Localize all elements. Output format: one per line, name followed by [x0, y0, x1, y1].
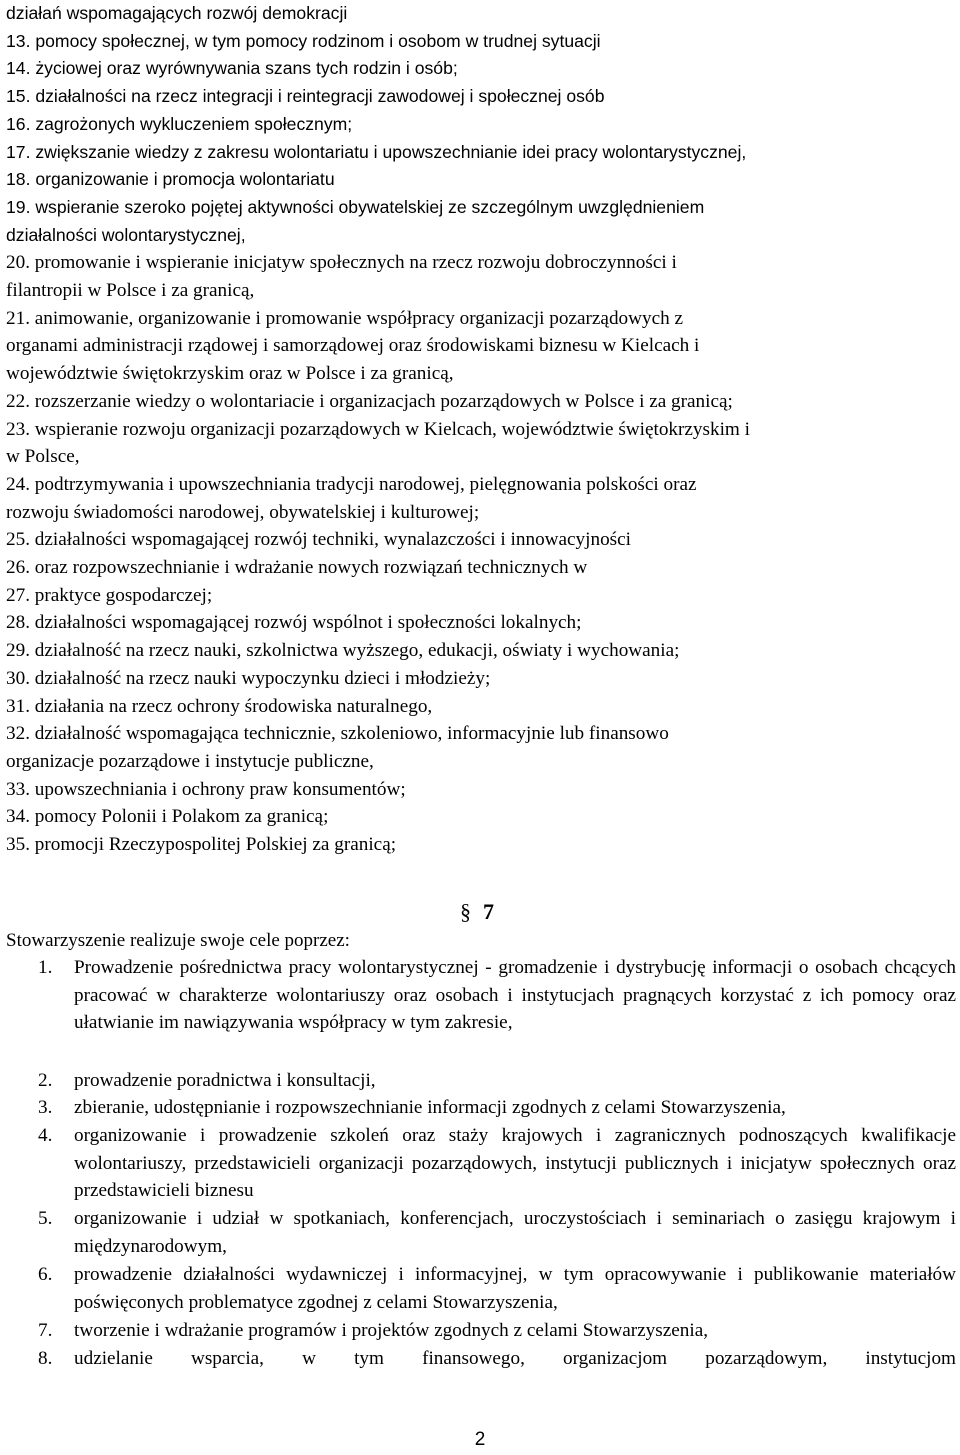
- means-item-text: organizowanie i prowadzenie szkoleń oraz staży krajowych i zagranicznych podnoszących kwalifikacje wolontariuszy, przedstawicieli organizacji pozarządowych, instytucji publicznych i inicjatyw społecznych oraz przedstawicieli biznesu: [74, 1125, 956, 1201]
- means-item: [6, 1122, 956, 1205]
- means-item-number: 4.: [38, 1125, 53, 1146]
- goal-line: 34. pomocy Polonii i Polakom za granicą;: [6, 806, 329, 828]
- means-item-number: 8.: [38, 1348, 53, 1369]
- goal-line: 14. życiowej oraz wyrównywania szans tych rodzin i osób;: [6, 58, 458, 79]
- goal-line: 31. działania na rzecz ochrony środowiska naturalnego,: [6, 695, 433, 717]
- means-item-text: prowadzenie działalności wydawniczej i informacyjnej, w tym opracowywanie i publikowanie materiałów poświęconych problematyce zgodnej z celami Stowarzyszenia,: [74, 1264, 956, 1313]
- goal-line: 27. praktyce gospodarczej;: [6, 584, 213, 606]
- page-number: 2: [474, 1429, 486, 1450]
- means-item: [6, 1345, 956, 1373]
- means-item-number: 7.: [38, 1320, 53, 1341]
- goal-line: 24. podtrzymywania i upowszechniania tradycji narodowej, pielęgnowania polskości oraz: [6, 473, 697, 495]
- goal-line: organami administracji rządowej i samorządowej oraz środowiskami biznesu w Kielcach i: [6, 335, 700, 357]
- means-item-text: tworzenie i wdrażanie programów i projektów zgodnych z celami Stowarzyszenia,: [74, 1320, 709, 1341]
- means-intro: Stowarzyszenie realizuje swoje cele poprzez:: [6, 930, 350, 951]
- means-item: [6, 1094, 956, 1122]
- goal-line: działań wspomagających rozwój demokracji: [6, 3, 348, 23]
- means-item: [6, 1205, 956, 1260]
- goal-line: 32. działalność wspomagająca technicznie, szkoleniowo, informacyjnie lub finansowo: [6, 723, 669, 745]
- goal-line: 28. działalności wspomagającej rozwój wspólnot i społeczności lokalnych;: [6, 612, 582, 634]
- goal-line: 25. działalności wspomagającej rozwój techniki, wynalazczości i innowacyjności: [6, 529, 631, 551]
- means-item: [6, 1067, 956, 1095]
- means-item-text: zbieranie, udostępnianie i rozpowszechnianie informacji zgodnych z celami Stowarzyszenia,: [74, 1097, 786, 1118]
- means-item: [6, 1261, 956, 1316]
- goal-line: działalności wolontarystycznej,: [6, 224, 246, 245]
- goal-line: 18. organizowanie i promocja wolontariatu: [6, 169, 335, 190]
- section-heading: [460, 898, 494, 928]
- means-item-text: organizowanie i udział w spotkaniach, konferencjach, uroczystościach i seminariach o zasięgu krajowym i międzynarodowym,: [74, 1208, 956, 1257]
- goal-line: 13. pomocy społecznej, w tym pomocy rodzinom i osobom w trudnej sytuacji: [6, 30, 601, 51]
- section-symbol: §: [460, 899, 471, 924]
- section-number: 7: [483, 899, 494, 924]
- goal-line: 17. zwiększanie wiedzy z zakresu wolontariatu i upowszechnianie idei pracy wolontarystycznej,: [6, 141, 747, 162]
- goal-line: 22. rozszerzanie wiedzy o wolontariacie i organizacjach pozarządowych w Polsce i za granicą;: [6, 390, 733, 412]
- goal-line: 16. zagrożonych wykluczeniem społecznym;: [6, 113, 353, 134]
- means-item-number: 2.: [38, 1070, 53, 1091]
- means-item-number: 5.: [38, 1208, 53, 1229]
- goal-line: 15. działalności na rzecz integracji i reintegracji zawodowej i społecznej osób: [6, 86, 605, 107]
- goal-line: województwie świętokrzyskim oraz w Polsce i za granicą,: [6, 363, 454, 385]
- means-item-text: Prowadzenie pośrednictwa pracy wolontarystycznej - gromadzenie i dystrybucję informacji o osobach chcących pracować w charakterze wolontariuszy oraz osobach i instytucjach pragnących korzystać z ich pomocy oraz ułatwianie im nawiązywania współpracy w tym zakresie,: [74, 957, 956, 1033]
- goal-line: 19. wspieranie szeroko pojętej aktywności obywatelskiej ze szczególnym uwzględnieniem: [6, 196, 705, 217]
- means-item-number: 1.: [38, 957, 53, 978]
- goal-line: filantropii w Polsce i za granicą,: [6, 280, 255, 301]
- goal-line: rozwoju świadomości narodowej, obywatelskiej i kulturowej;: [6, 501, 480, 523]
- means-item-text: prowadzenie poradnictwa i konsultacji,: [74, 1070, 376, 1091]
- means-item-text: udzielanie wsparcia, w tym finansowego, organizacjom pozarządowym, instytucjom: [74, 1348, 956, 1369]
- goal-line: 35. promocji Rzeczypospolitej Polskiej za granicą;: [6, 834, 397, 855]
- goal-line: 20. promowanie i wspieranie inicjatyw społecznych na rzecz rozwoju dobroczynności i: [6, 252, 677, 274]
- goal-line: organizacje pozarządowe i instytucje publiczne,: [6, 750, 374, 772]
- goal-line: 21. animowanie, organizowanie i promowanie współpracy organizacji pozarządowych z: [6, 307, 684, 329]
- goal-line: w Polsce,: [6, 446, 80, 468]
- means-item-number: 6.: [38, 1264, 53, 1285]
- means-item: [6, 954, 956, 1037]
- goal-line: 23. wspieranie rozwoju organizacji pozarządowych w Kielcach, województwie świętokrzyskim i: [6, 418, 750, 440]
- goal-line: 29. działalność na rzecz nauki, szkolnictwa wyższego, edukacji, oświaty i wychowania;: [6, 640, 680, 662]
- goal-line: 33. upowszechniania i ochrony praw konsumentów;: [6, 778, 406, 800]
- goal-line: 30. działalność na rzecz nauki wypoczynku dzieci i młodzieży;: [6, 667, 491, 689]
- goal-line: 26. oraz rozpowszechnianie i wdrażanie nowych rozwiązań technicznych w: [6, 557, 588, 578]
- means-item-number: 3.: [38, 1097, 53, 1118]
- means-item: [6, 1317, 956, 1345]
